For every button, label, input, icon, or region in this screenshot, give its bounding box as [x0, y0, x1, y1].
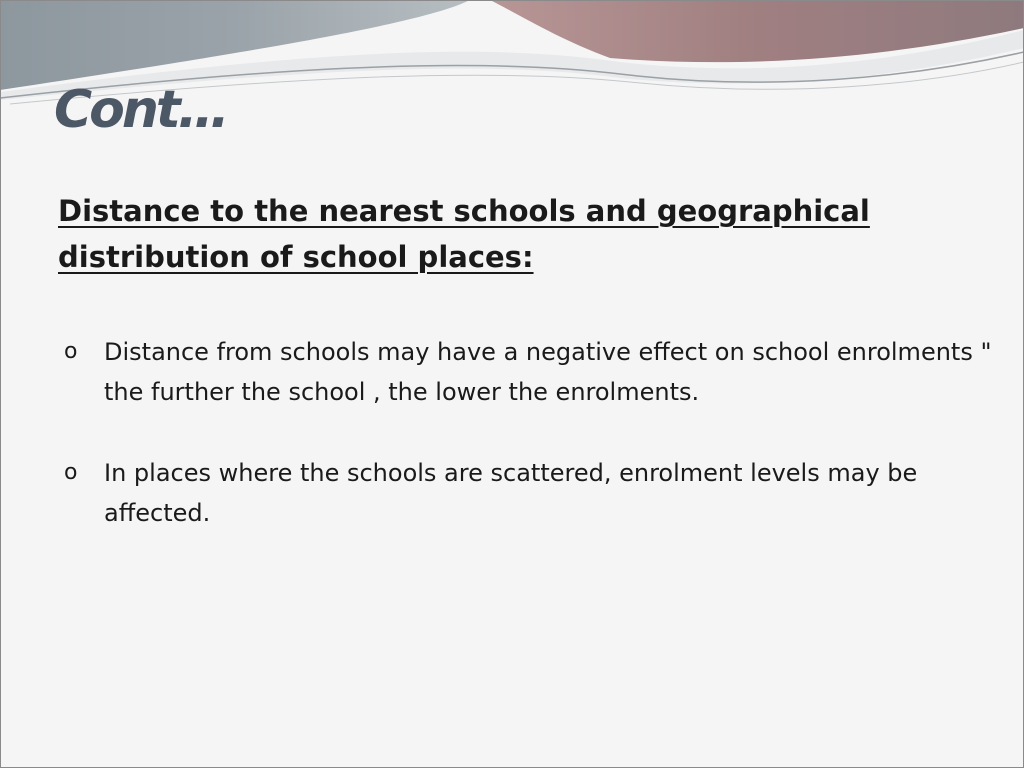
bullet-list	[58, 332, 998, 574]
slide-subheading: Distance to the nearest schools and geographical distribution of school places:	[58, 194, 870, 274]
bullet-text: Distance from schools may have a negative effect on school enrolments " the further the school , the lower the enrolments.	[104, 338, 992, 406]
bullet-item	[58, 332, 998, 412]
bullet-item	[58, 453, 998, 533]
bullet-marker-icon: o	[64, 460, 78, 485]
bullet-marker-icon: o	[64, 339, 78, 364]
slide-title: Cont…	[54, 80, 227, 140]
bullet-text: In places where the schools are scattered, enrolment levels may be affected.	[104, 459, 918, 527]
